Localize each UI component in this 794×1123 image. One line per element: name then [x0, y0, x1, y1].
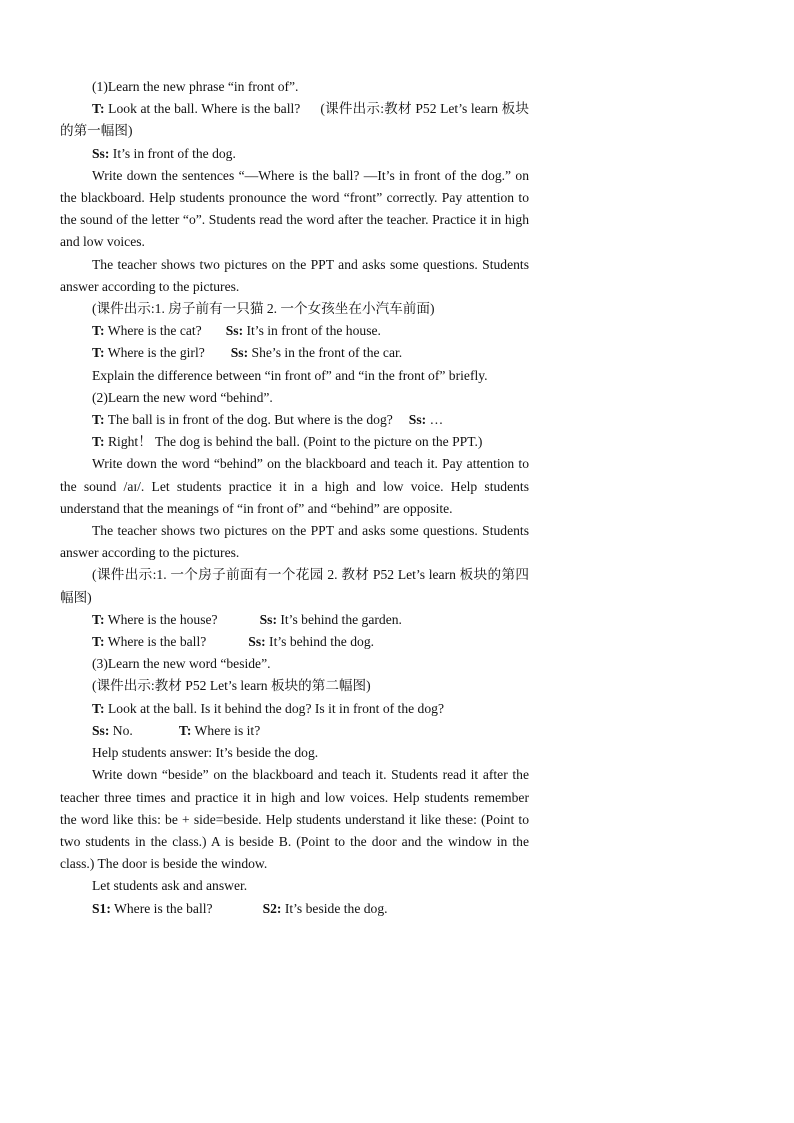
- dialogue-line: [60, 342, 529, 364]
- speaker-label: Ss:: [92, 145, 110, 161]
- dialogue-line: [60, 320, 529, 342]
- dialogue-line: [60, 698, 529, 720]
- speaker-label: T:: [92, 634, 105, 650]
- dialogue-text: It’s behind the garden.: [276, 611, 402, 627]
- section-heading-behind: (2)Learn the new word “behind”.: [92, 389, 273, 405]
- speaker-label: T:: [178, 722, 192, 738]
- dialogue-text: The ball is in front of the dog. But where is the dog?: [104, 412, 393, 428]
- speaker-label: Ss:: [408, 412, 427, 428]
- dialogue-line: [60, 431, 529, 453]
- speaker-label: S1:: [92, 900, 111, 916]
- speaker-label: T:: [92, 434, 105, 450]
- paragraph: Write down the sentences “—Where is the ball? —It’s in front of the dog.” on the blackboard. Help students pronounce the word “front” correctly. Pay attention to the sound of the letter “o”. Students read the word after the teacher. Practice it in high and low voices.: [60, 167, 529, 250]
- dialogue-text: Where is the ball?: [110, 900, 213, 916]
- dialogue-text: It’s behind the dog.: [265, 634, 375, 650]
- section-heading-in-front-of: (1)Learn the new phrase “in front of”.: [92, 79, 299, 94]
- speaker-label: T:: [92, 101, 105, 117]
- paragraph: The teacher shows two pictures on the PPT and asks some questions. Students answer according to the pictures.: [60, 523, 529, 561]
- dialogue-text: Where is the girl?: [104, 345, 205, 361]
- speaker-label: T:: [92, 611, 105, 627]
- dialogue-line: [60, 720, 529, 742]
- speaker-label: T:: [92, 323, 105, 339]
- courseware-note: (课件出示:教材 P52 Let’s learn 板块的第二幅图): [92, 678, 371, 694]
- dialogue-text: It’s in front of the house.: [243, 323, 381, 339]
- dialogue-text: Where is the ball?: [104, 634, 207, 650]
- dialogue-text: She’s in the front of the car.: [248, 345, 403, 361]
- paragraph: Help students answer: It’s beside the dog.: [92, 745, 319, 761]
- dialogue-line: [60, 98, 529, 142]
- speaker-label: Ss:: [248, 634, 266, 650]
- paragraph: Write down “beside” on the blackboard and teach it. Students read it after the teacher three times and practice it in high and low voices. Help students remember the word like this: be + side=beside. Help students understand it like these: (Point to two students in the class.) A is beside B. (Point to the door and the window in the class.) The door is beside the window.: [60, 767, 529, 872]
- speaker-label: Ss:: [225, 323, 244, 339]
- speaker-label: T:: [92, 412, 105, 428]
- speaker-label: T:: [92, 345, 105, 361]
- speaker-label: S2:: [262, 900, 282, 916]
- dialogue-text: Look at the ball. Where is the ball?: [104, 101, 301, 117]
- dialogue-text: No.: [109, 722, 133, 738]
- courseware-note: (课件出示:1. 房子前有一只猫 2. 一个女孩坐在小汽车前面): [92, 301, 435, 317]
- courseware-note: (课件出示:1. 一个房子前面有一个花园 2. 教材 P52 Let’s learn 板块的第四幅图): [60, 567, 529, 605]
- speaker-label: Ss:: [259, 611, 277, 627]
- lesson-document: [60, 76, 529, 920]
- speaker-label: Ss:: [230, 345, 249, 361]
- dialogue-line: [60, 898, 529, 920]
- speaker-label: Ss:: [92, 722, 110, 738]
- dialogue-text: Look at the ball. Is it behind the dog? Is it in front of the dog?: [104, 700, 444, 716]
- dialogue-text: Right！ The dog is behind the ball. (Point to the picture on the PPT.): [104, 434, 483, 450]
- dialogue-text: Where is the cat?: [104, 323, 202, 339]
- dialogue-text: …: [426, 412, 444, 428]
- dialogue-line: [60, 609, 529, 631]
- paragraph: The teacher shows two pictures on the PPT and asks some questions. Students answer according to the pictures.: [60, 256, 529, 294]
- section-heading-beside: (3)Learn the new word “beside”.: [92, 656, 271, 672]
- dialogue-line: [60, 631, 529, 653]
- paragraph: Write down the word “behind” on the blackboard and teach it. Pay attention to the sound /aɪ/. Let students practice it in a high and low voice. Help students understand that the meanings of “in front of” and “behind” are opposite.: [60, 456, 529, 516]
- dialogue-line: [60, 409, 529, 431]
- paragraph: Explain the difference between “in front of” and “in the front of” briefly.: [92, 367, 488, 383]
- dialogue-text: Where is the house?: [104, 611, 218, 627]
- speaker-label: T:: [92, 700, 105, 716]
- paragraph: Let students ask and answer.: [92, 878, 248, 894]
- dialogue-text: Where is it?: [191, 722, 261, 738]
- dialogue-text: It’s beside the dog.: [281, 900, 388, 916]
- dialogue-line: [60, 143, 529, 165]
- dialogue-text: It’s in front of the dog.: [109, 145, 236, 161]
- courseware-note: (课件出示:教材 P52 Let’s learn 板块的第一幅图): [60, 101, 529, 139]
